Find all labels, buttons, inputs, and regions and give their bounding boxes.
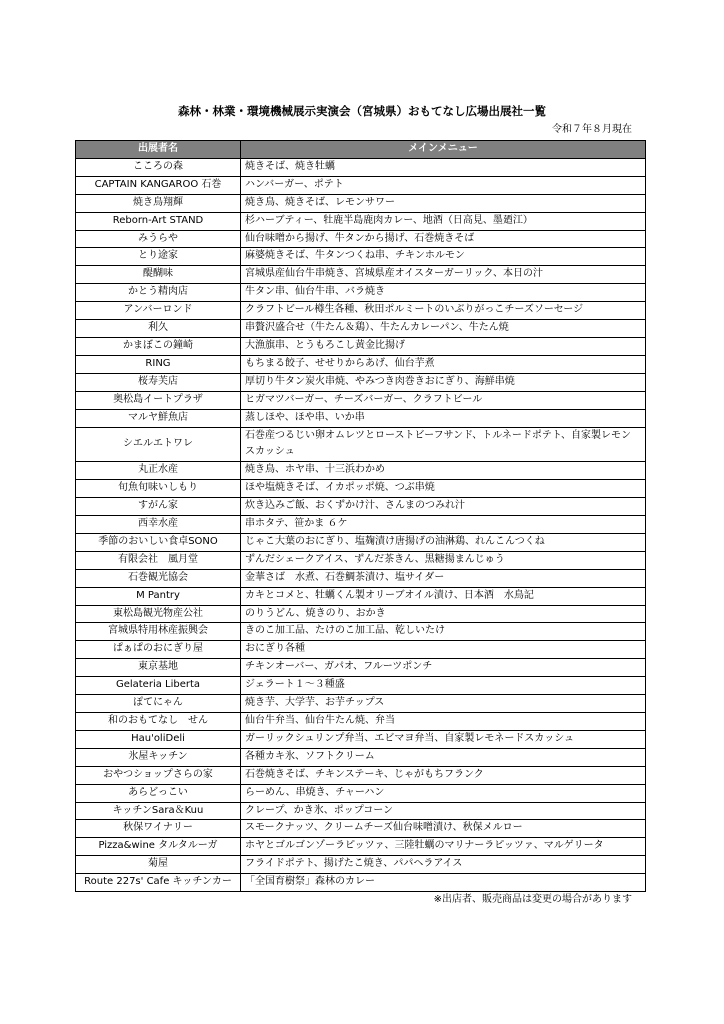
as-of-date: 令和７年８月現在 [552, 124, 632, 135]
exhibitor-name: Route 227s' Cafe キッチンカー [76, 874, 241, 892]
exhibitor-name: 季節のおいしい食卓SONO [76, 533, 241, 551]
main-menu: 焼きそば、焼き牡蠣 [241, 158, 646, 176]
table-row [76, 391, 646, 409]
exhibitor-name: RING [76, 355, 241, 373]
main-menu: 蒸しほや、ほや串、いか串 [241, 409, 646, 427]
table-row [76, 194, 646, 212]
column-header-exhibitor: 出展者名 [76, 141, 241, 159]
main-menu: 大漁旗串、とうもろこし黄金比揚げ [241, 337, 646, 355]
table-row [76, 874, 646, 892]
table-row [76, 533, 646, 551]
table-row [76, 176, 646, 194]
main-menu: 串ホタテ、笹かま ６ケ [241, 516, 646, 534]
table-row [76, 355, 646, 373]
exhibitor-name: こころの森 [76, 158, 241, 176]
table-row [76, 427, 646, 462]
exhibitor-name: Pizza&wine タルタルーガ [76, 838, 241, 856]
exhibitor-table [75, 140, 646, 892]
main-menu: ずんだシェークアイス、ずんだ茶きん、黒糖揚まんじゅう [241, 551, 646, 569]
main-menu: 麻婆焼きそば、牛タンつくね串、チキンホルモン [241, 248, 646, 266]
exhibitor-name: 石巻観光協会 [76, 569, 241, 587]
table-row [76, 551, 646, 569]
table-row [76, 623, 646, 641]
exhibitor-name: ぽてにゃん [76, 695, 241, 713]
main-menu: ハンバーガー、ポテト [241, 176, 646, 194]
column-header-menu: メインメニュー [241, 141, 646, 159]
main-menu: クラフトビール樽生各種、秋田ポルミートのいぶりがっこチーズソーセージ [241, 302, 646, 320]
table-row [76, 230, 646, 248]
main-menu: 宮城県産仙台牛串焼き、宮城県産オイスターガーリック、本日の汁 [241, 266, 646, 284]
table-row [76, 838, 646, 856]
exhibitor-name: 氷屋キッチン [76, 748, 241, 766]
exhibitor-name: 丸正水産 [76, 462, 241, 480]
exhibitor-name: あらどっこい [76, 784, 241, 802]
main-menu: 仙台牛弁当、仙台牛たん焼、弁当 [241, 713, 646, 731]
main-menu: チキンオーバー、ガパオ、フルーツポンチ [241, 659, 646, 677]
table-row [76, 641, 646, 659]
exhibitor-name: キッチンSara＆Kuu [76, 802, 241, 820]
exhibitor-name: Hau'oliDeli [76, 730, 241, 748]
main-menu: じゃこ大葉のおにぎり、塩麹漬け唐揚げの油淋鶏、れんこんつくね [241, 533, 646, 551]
main-menu: スモークナッツ、クリームチーズ仙台味噌漬け、秋保メルロー [241, 820, 646, 838]
exhibitor-name: CAPTAIN KANGAROO 石巻 [76, 176, 241, 194]
exhibitor-name: かとう精肉店 [76, 284, 241, 302]
main-menu: 焼き芋、大学芋、お芋チップス [241, 695, 646, 713]
main-menu: ホヤとゴルゴンゾーラピッツァ、三陸牡蠣のマリナーラピッツァ、マルゲリータ [241, 838, 646, 856]
exhibitor-name: M Pantry [76, 587, 241, 605]
exhibitor-name: 宮城県特用林産振興会 [76, 623, 241, 641]
main-menu: 串贅沢盛合せ（牛たん＆鶏）、牛たんカレーパン、牛たん焼 [241, 320, 646, 338]
exhibitor-name: マルヤ鮮魚店 [76, 409, 241, 427]
main-menu: 牛タン串、仙台牛串、バラ焼き [241, 284, 646, 302]
exhibitor-name: 菊屋 [76, 856, 241, 874]
table-row [76, 587, 646, 605]
exhibitor-name: すがん家 [76, 498, 241, 516]
table-row [76, 284, 646, 302]
exhibitor-table-container [75, 140, 645, 907]
main-menu: のりうどん、焼きのり、おかき [241, 605, 646, 623]
table-row [76, 409, 646, 427]
main-menu: 金華さば 水煮、石巻鯛茶漬け、塩サイダー [241, 569, 646, 587]
exhibitor-name: 和のおもてなし せん [76, 713, 241, 731]
main-menu: 「全国育樹祭」森林のカレー [241, 874, 646, 892]
exhibitor-name: 西幸水産 [76, 516, 241, 534]
exhibitor-name: 秋保ワイナリー [76, 820, 241, 838]
table-row [76, 569, 646, 587]
exhibitor-name: アンバーロンド [76, 302, 241, 320]
main-menu: 焼き鳥、焼きそば、レモンサワー [241, 194, 646, 212]
main-menu: おにぎり各種 [241, 641, 646, 659]
table-row [76, 605, 646, 623]
table-body [76, 158, 646, 891]
main-menu: 石巻産つるじい卵オムレツとローストビーフサンド、トルネードポテト、自家製レモンスカッシュ [241, 427, 646, 462]
table-row [76, 337, 646, 355]
exhibitor-name: Reborn-Art STAND [76, 212, 241, 230]
exhibitor-name: 利久 [76, 320, 241, 338]
exhibitor-name: 東松島観光物産公社 [76, 605, 241, 623]
exhibitor-name: 奥松島イートプラザ [76, 391, 241, 409]
main-menu: ガーリックシュリンプ弁当、エビマヨ弁当、自家製レモネードスカッシュ [241, 730, 646, 748]
main-menu: 各種カキ氷、ソフトクリーム [241, 748, 646, 766]
table-row [76, 784, 646, 802]
table-row [76, 766, 646, 784]
main-menu: きのこ加工品、たけのこ加工品、乾しいたけ [241, 623, 646, 641]
table-row [76, 748, 646, 766]
exhibitor-name: みうらや [76, 230, 241, 248]
exhibitor-name: シエルエトワレ [76, 427, 241, 462]
table-row [76, 713, 646, 731]
table-row [76, 695, 646, 713]
table-row [76, 462, 646, 480]
main-menu: ジェラート１～３種盛 [241, 677, 646, 695]
table-row [76, 320, 646, 338]
exhibitor-name: 醍醐味 [76, 266, 241, 284]
exhibitor-name: 焼き鳥翔輝 [76, 194, 241, 212]
exhibitor-name: とり途家 [76, 248, 241, 266]
table-row [76, 730, 646, 748]
main-menu: 石巻焼きそば、チキンステーキ、じゃがもちフランク [241, 766, 646, 784]
main-menu: らーめん、串焼き、チャーハン [241, 784, 646, 802]
document-title: 森林・林業・環境機械展示実演会（宮城県）おもてなし広場出展社一覧 [178, 104, 546, 118]
table-row [76, 302, 646, 320]
table-row [76, 677, 646, 695]
exhibitor-name: ぱぁぱのおにぎり屋 [76, 641, 241, 659]
exhibitor-name: かまぼこの鐘崎 [76, 337, 241, 355]
table-row [76, 820, 646, 838]
exhibitor-name: 旬魚旬味いしもり [76, 480, 241, 498]
table-row [76, 659, 646, 677]
main-menu: ほや塩焼きそば、イカポッポ焼、つぶ串焼 [241, 480, 646, 498]
main-menu: カキとコメと、牡蠣くん製オリーブオイル漬け、日本酒 水鳥記 [241, 587, 646, 605]
exhibitor-name: 東京基地 [76, 659, 241, 677]
table-row [76, 266, 646, 284]
main-menu: クレープ、かき氷、ポップコーン [241, 802, 646, 820]
main-menu: フライドポテト、揚げたこ焼き、パパヘラアイス [241, 856, 646, 874]
exhibitor-name: 桜寿芙店 [76, 373, 241, 391]
table-row [76, 212, 646, 230]
table-row [76, 498, 646, 516]
exhibitor-name: 有限会社 風月堂 [76, 551, 241, 569]
table-row [76, 516, 646, 534]
table-row [76, 248, 646, 266]
table-row [76, 373, 646, 391]
main-menu: 炊き込みご飯、おくずかけ汁、さんまのつみれ汁 [241, 498, 646, 516]
table-row [76, 856, 646, 874]
main-menu: 杉ハーブティー、牡鹿半島鹿肉カレー、地酒（日高見、墨廼江） [241, 212, 646, 230]
exhibitor-name: Gelateria Liberta [76, 677, 241, 695]
table-header-row [76, 141, 646, 159]
table-row [76, 480, 646, 498]
table-row [76, 802, 646, 820]
main-menu: 焼き鳥、ホヤ串、十三浜わかめ [241, 462, 646, 480]
main-menu: 仙台味噌から揚げ、牛タンから揚げ、石巻焼きそば [241, 230, 646, 248]
main-menu: 厚切り牛タン炭火串焼、やみつき肉巻きおにぎり、海鮮串焼 [241, 373, 646, 391]
exhibitor-name: おやつショップさらの家 [76, 766, 241, 784]
footnote: ※出店者、販売商品は変更の場合があります [433, 894, 632, 906]
table-row [76, 158, 646, 176]
main-menu: ヒガマツバーガー、チーズバーガー、クラフトビール [241, 391, 646, 409]
main-menu: もちまる餃子、せせりからあげ、仙台芋煮 [241, 355, 646, 373]
